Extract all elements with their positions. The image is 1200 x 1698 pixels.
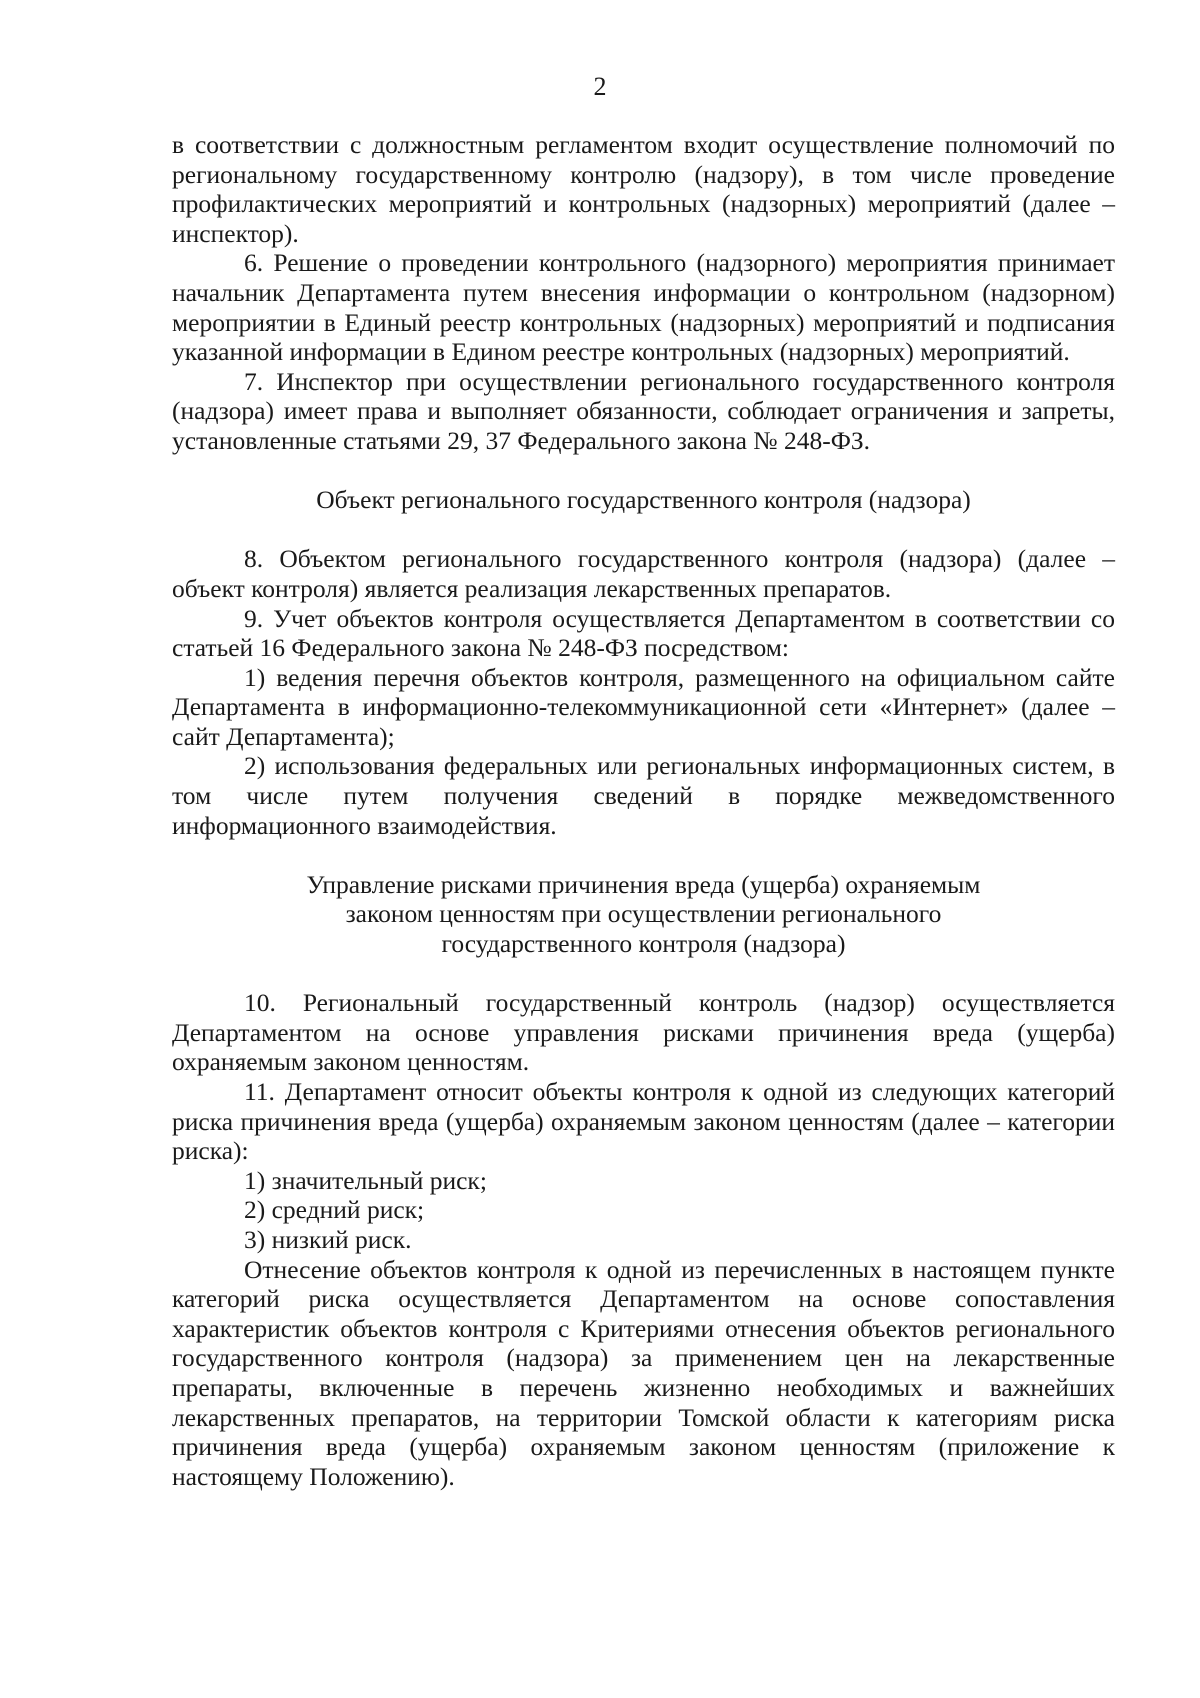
section-heading-object: Объект регионального государственного контроля (надзора) (316, 485, 971, 515)
paragraph-6: 6. Решение о проведении контрольного (надзорного) мероприятия принимает начальник Департамента путем внесения информации о контрольном (надзорном) мероприятии в Единый реестр контрольных (надзорных) мероприятий и подписания указанной информации в Едином реестре контрольных (надзорных) мероприятий. (172, 248, 1115, 367)
paragraph-9: 9. Учет объектов контроля осуществляется Департаментом в соответствии со статьей 16 Федерального закона № 248-ФЗ посредством: (172, 603, 1115, 663)
spacer (172, 456, 1115, 486)
section-heading-risk-line-1: Управление рисками причинения вреда (ущерба) охраняемым (306, 869, 981, 899)
section-heading-risk-line-2: законом ценностям при осуществлении регионального (345, 899, 942, 929)
paragraph-11-item-1: 1) значительный риск; (244, 1165, 487, 1195)
paragraph-9-item-2: 2) использования федеральных или региональных информационных систем, в том числе путем получения сведений в порядке межведомственного информационного взаимодействия. (172, 751, 1115, 840)
paragraph-intro-continuation: в соответствии с должностным регламентом входит осуществление полномочий по региональному государственному контролю (надзору), в том числе проведение профилактических мероприятий и контрольных (надзорных) мероприятий (далее – инспектор). (172, 130, 1115, 248)
paragraph-11-assignment: Отнесение объектов контроля к одной из перечисленных в настоящем пункте категорий риска осуществляется Департаментом на основе сопоставления характеристик объектов контроля с Критериями отнесения объектов регионального государственного контроля (надзора) за применением цен на лекарственные препараты, включенные в перечень жизненно необходимых и важнейших лекарственных препаратов, на территории Томской области к категориям риска причинения вреда (ущерба) охраняемым законом ценностям (приложение к настоящему Положению). (172, 1254, 1115, 1491)
spacer (172, 959, 1115, 989)
spacer (172, 515, 1115, 545)
paragraph-11: 11. Департамент относит объекты контроля к одной из следующих категорий риска причинения вреда (ущерба) охраняемым законом ценностям (далее – категории риска): (172, 1077, 1115, 1166)
paragraph-9-item-1: 1) ведения перечня объектов контроля, размещенного на официальном сайте Департамента в информационно-телекоммуникационной сети «Интернет» (далее – сайт Департамента); (172, 662, 1115, 751)
document-body (172, 130, 1115, 1491)
paragraph-11-item-3: 3) низкий риск. (244, 1224, 412, 1254)
paragraph-11-item-2: 2) средний риск; (244, 1195, 425, 1225)
spacer (172, 840, 1115, 870)
section-heading-risk-line-3: государственного контроля (надзора) (441, 929, 846, 959)
page-number: 2 (593, 72, 607, 101)
paragraph-8: 8. Объектом регионального государственного контроля (надзора) (далее – объект контроля) является реализация лекарственных препаратов. (172, 544, 1115, 603)
paragraph-10: 10. Региональный государственный контроль (надзор) осуществляется Департаментом на основе управления рисками причинения вреда (ущерба) охраняемым законом ценностям. (172, 988, 1115, 1077)
paragraph-7: 7. Инспектор при осуществлении регионального государственного контроля (надзора) имеет права и выполняет обязанности, соблюдает ограничения и запреты, установленные статьями 29, 37 Федерального закона № 248-ФЗ. (172, 366, 1115, 455)
